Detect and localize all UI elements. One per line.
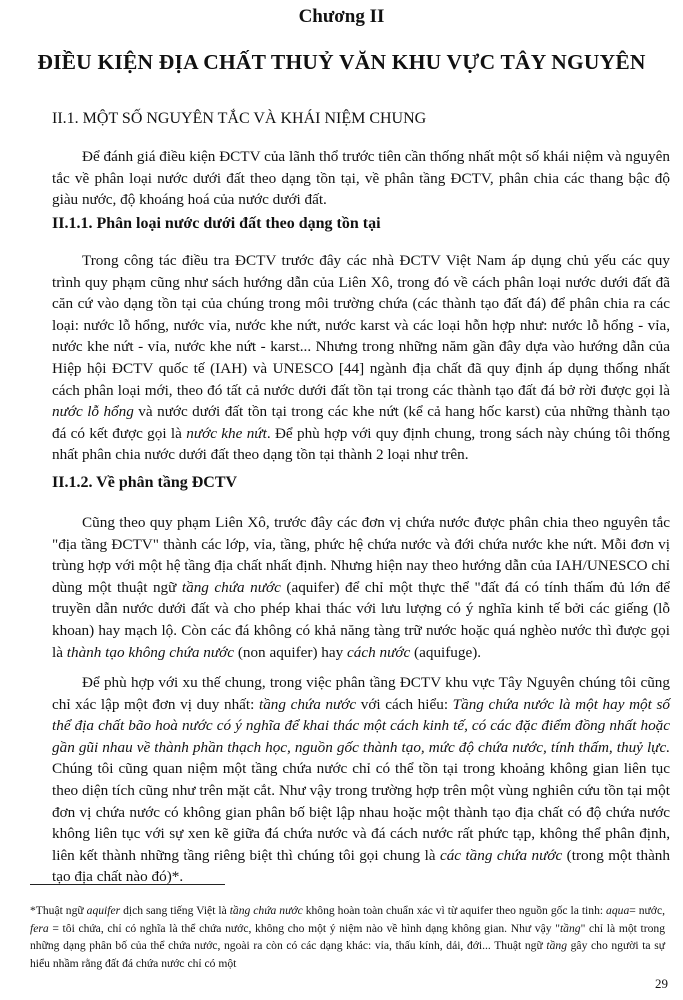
chapter-label: Chương II bbox=[298, 6, 385, 27]
chapter-title: ĐIỀU KIỆN ĐỊA CHẤT THUỶ VĂN KHU VỰC TÂY NGUYÊN bbox=[37, 50, 646, 74]
subsection-heading-1: II.1.1. Phân loại nước dưới đất theo dạng tồn tại bbox=[52, 215, 381, 232]
subsection-1-paragraph: Trong công tác điều tra ĐCTV trước đây các nhà ĐCTV Việt Nam áp dụng chủ yếu các quy trình quy phạm cũng như sách hướng dẫn của Liên Xô, trong đó về cách phân loại nước dưới đất đã căn cứ vào dạng tồn tại của chúng trong môi trường chứa (các thành tạo đất đá) để phân chia ra các loại: nước lỗ hổng, nước vỉa, nước khe nứt, nước karst và các loại hỗn hợp như: nước lỗ hổng - vỉa, nước khe nứt - vỉa, nước khe nứt - karst... Nhưng trong những năm gần đây dựa vào hướng dẫn của Hiệp hội ĐCTV quốc tế (IAH) và UNESCO [44] ngành địa chất đã quy định áp dụng thống nhất cách phân loại mới, theo đó tất cả nước dưới đất tồn tại trong các thành tạo đất đá bở rời được gọi là nước lỗ hổng và nước dưới đất tồn tại trong các khe nứt (kể cả hang hốc karst) của những thành tạo đá có kết được gọi là nước khe nứt. Để phù hợp với quy định chung, trong sách này chúng tôi thống nhất phân chia nước dưới đất theo dạng tồn tại thành 2 loại như trên. bbox=[52, 252, 670, 464]
subsection-heading-2: II.1.2. Về phân tầng ĐCTV bbox=[52, 474, 238, 491]
subsection-2-paragraph-2: Để phù hợp với xu thế chung, trong việc phân tầng ĐCTV khu vực Tây Nguyên chúng tôi cũng chỉ xác lập một đơn vị duy nhất: tầng chứa nước với cách hiểu: Tầng chứa nước là một hay một số thể địa chất bão hoà nước có ý nghĩa để khai thác một cách kinh tế, có các đặc điểm đồng nhất hoặc gần gũi nhau về thành phần thạch học, nguồn gốc thành tạo, mức độ chứa nước, tính thấm, thuỷ lực. Chúng tôi cũng quan niệm một tầng chứa nước chỉ có thể tồn tại trong khoảng không gian liên tục theo diện tích cũng như trên mặt cắt. Như vậy trong trường hợp trên một vùng nghiên cứu tồn tại một đơn vị chứa nước có không gian phân bố biệt lập nhau hoặc một thành tạo địa chất có độ chứa nước không liên tục với sự xen kẽ giữa đá chứa nước và đá cách nước rất phức tạp, không thể phân định, liên kết thành những tầng riêng biệt thì chúng tôi gọi chung là các tầng chứa nước (trong một thành tạo địa chất nào đó)*. bbox=[52, 674, 670, 886]
footnote-divider bbox=[30, 884, 225, 885]
subsection-2-paragraph-1: Cũng theo quy phạm Liên Xô, trước đây các đơn vị chứa nước được phân chia theo nguyên tắc "địa tầng ĐCTV" thành các lớp, vỉa, tầng, phức hệ chứa nước và đới chứa nước khe nứt. Mỗi đơn vị trùng hợp với một hệ tầng địa chất nhất định. Nhưng hiện nay theo hướng dẫn của IAH/UNESCO chỉ dùng một thuật ngữ tầng chứa nước (aquifer) để chỉ một thực thể "đất đá có tính thấm đủ lớn để truyền dẫn nước dưới đất và cho phép khai thác với lưu lượng có ý nghĩa kinh tế bởi các giếng (lỗ khoan) hay mạch lộ. Còn các đá không có khả năng tàng trữ nước hoặc quá nghèo nước thì được gọi là thành tạo không chứa nước (non aquifer) hay cách nước (aquifuge). bbox=[52, 514, 670, 661]
page-number: 29 bbox=[655, 976, 668, 991]
intro-paragraph: Để đánh giá điều kiện ĐCTV của lãnh thổ trước tiên cần thống nhất một số khái niệm và nguyên tắc về phân loại nước dưới đất theo dạng tồn tại, về phân tầng ĐCTV, phân chia các thang bậc độ giàu nước, độ khoáng hoá của nước dưới đất. bbox=[52, 148, 670, 209]
footnote: *Thuật ngữ aquifer dịch sang tiếng Việt là tầng chứa nước không hoàn toàn chuẩn xác vì từ aquifer theo nguồn gốc la tinh: aqua= nước, fera = tôi chứa, chỉ có nghĩa là thể chứa nước, không cho một ý niệm nào về hình dạng không gian. Như vậy "tầng" chỉ là một trong những dạng phân bố của thể chứa nước, ngoài ra còn có các dạng khác: vỉa, thấu kính, dải, đới... Thuật ngữ tầng gây cho người ta sự hiểu nhầm rằng đất đá chứa nước chỉ có một bbox=[30, 904, 665, 970]
section-heading: II.1. MỘT SỐ NGUYÊN TẮC VÀ KHÁI NIỆM CHUNG bbox=[52, 110, 427, 127]
